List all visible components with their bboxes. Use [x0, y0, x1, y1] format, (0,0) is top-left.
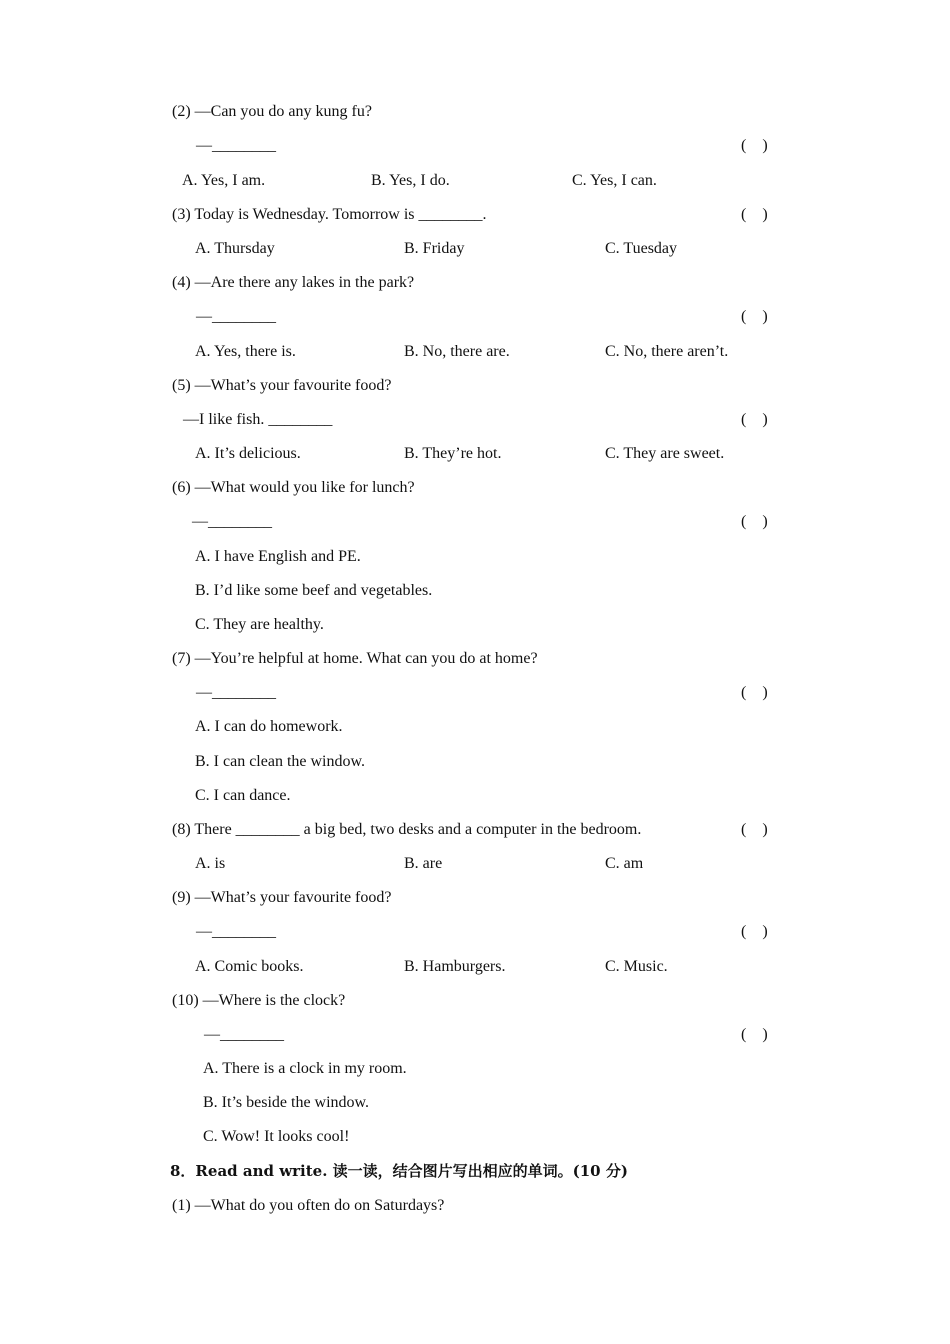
q7-option-a: A. I can do homework. — [195, 718, 343, 735]
q10-option-c: C. Wow! It looks cool! — [203, 1128, 350, 1145]
q2-option-a: A. Yes, I am. — [182, 172, 266, 189]
q9-option-b: B. Hamburgers. — [404, 958, 506, 975]
q4-answer-line: —________ — [196, 308, 276, 325]
q5-answer-bracket: ( ) — [741, 411, 768, 428]
q6-answer-line: —________ — [192, 513, 272, 530]
q10-answer-bracket: ( ) — [741, 1026, 768, 1043]
q4-answer-bracket: ( ) — [741, 308, 768, 325]
q9-answer-bracket: ( ) — [741, 923, 768, 940]
q2-answer-bracket: ( ) — [741, 137, 768, 154]
q2-option-b: B. Yes, I do. — [371, 172, 450, 189]
q8-answer-bracket: ( ) — [741, 821, 768, 838]
q8-option-a: A. is — [195, 855, 226, 872]
q9-option-a: A. Comic books. — [195, 958, 304, 975]
q2-option-c: C. Yes, I can. — [572, 172, 657, 189]
q6-question: (6) —What would you like for lunch? — [172, 479, 415, 496]
q6-option-b: B. I’d like some beef and vegetables. — [195, 582, 433, 599]
q8-option-b: B. are — [404, 855, 443, 872]
q7-option-c: C. I can dance. — [195, 787, 291, 804]
q4-question: (4) —Are there any lakes in the park? — [172, 274, 415, 291]
q6-option-c: C. They are healthy. — [195, 616, 324, 633]
q4-option-c: C. No, there aren’t. — [605, 343, 729, 360]
q7-option-b: B. I can clean the window. — [195, 753, 366, 770]
q10-question: (10) —Where is the clock? — [172, 992, 346, 1009]
q7-answer-bracket: ( ) — [741, 684, 768, 701]
q3-option-c: C. Tuesday — [605, 240, 678, 257]
q9-answer-line: —________ — [196, 923, 276, 940]
q5-option-a: A. It’s delicious. — [195, 445, 301, 462]
q3-question: (3) Today is Wednesday. Tomorrow is ________. — [172, 206, 487, 223]
q6-option-a: A. I have English and PE. — [195, 548, 361, 565]
q10-answer-line: —________ — [204, 1026, 284, 1043]
q4-option-b: B. No, there are. — [404, 343, 510, 360]
q6-answer-bracket: ( ) — [741, 513, 768, 530]
q10-option-a: A. There is a clock in my room. — [203, 1060, 407, 1077]
q10-option-b: B. It’s beside the window. — [203, 1094, 370, 1111]
q2-answer-line: —________ — [196, 137, 276, 154]
section-8-title: 8．Read and write. 读一读，结合图片写出相应的单词。(10 分) — [170, 1162, 628, 1180]
q5-option-b: B. They’re hot. — [404, 445, 502, 462]
section-8-q1-question: (1) —What do you often do on Saturdays? — [172, 1197, 445, 1214]
q9-option-c: C. Music. — [605, 958, 668, 975]
q3-option-a: A. Thursday — [195, 240, 275, 257]
q3-answer-bracket: ( ) — [741, 206, 768, 223]
q7-answer-line: —________ — [196, 684, 276, 701]
q5-question: (5) —What’s your favourite food? — [172, 377, 392, 394]
q7-question: (7) —You’re helpful at home. What can you do at home? — [172, 650, 538, 667]
q9-question: (9) —What’s your favourite food? — [172, 889, 392, 906]
q3-option-b: B. Friday — [404, 240, 465, 257]
q2-question: (2) —Can you do any kung fu? — [172, 103, 372, 120]
q5-answer-line: —I like fish. ________ — [183, 411, 333, 428]
q4-option-a: A. Yes, there is. — [195, 343, 296, 360]
q8-option-c: C. am — [605, 855, 644, 872]
q5-option-c: C. They are sweet. — [605, 445, 725, 462]
q8-question: (8) There ________ a big bed, two desks and a computer in the bedroom. — [172, 821, 642, 838]
